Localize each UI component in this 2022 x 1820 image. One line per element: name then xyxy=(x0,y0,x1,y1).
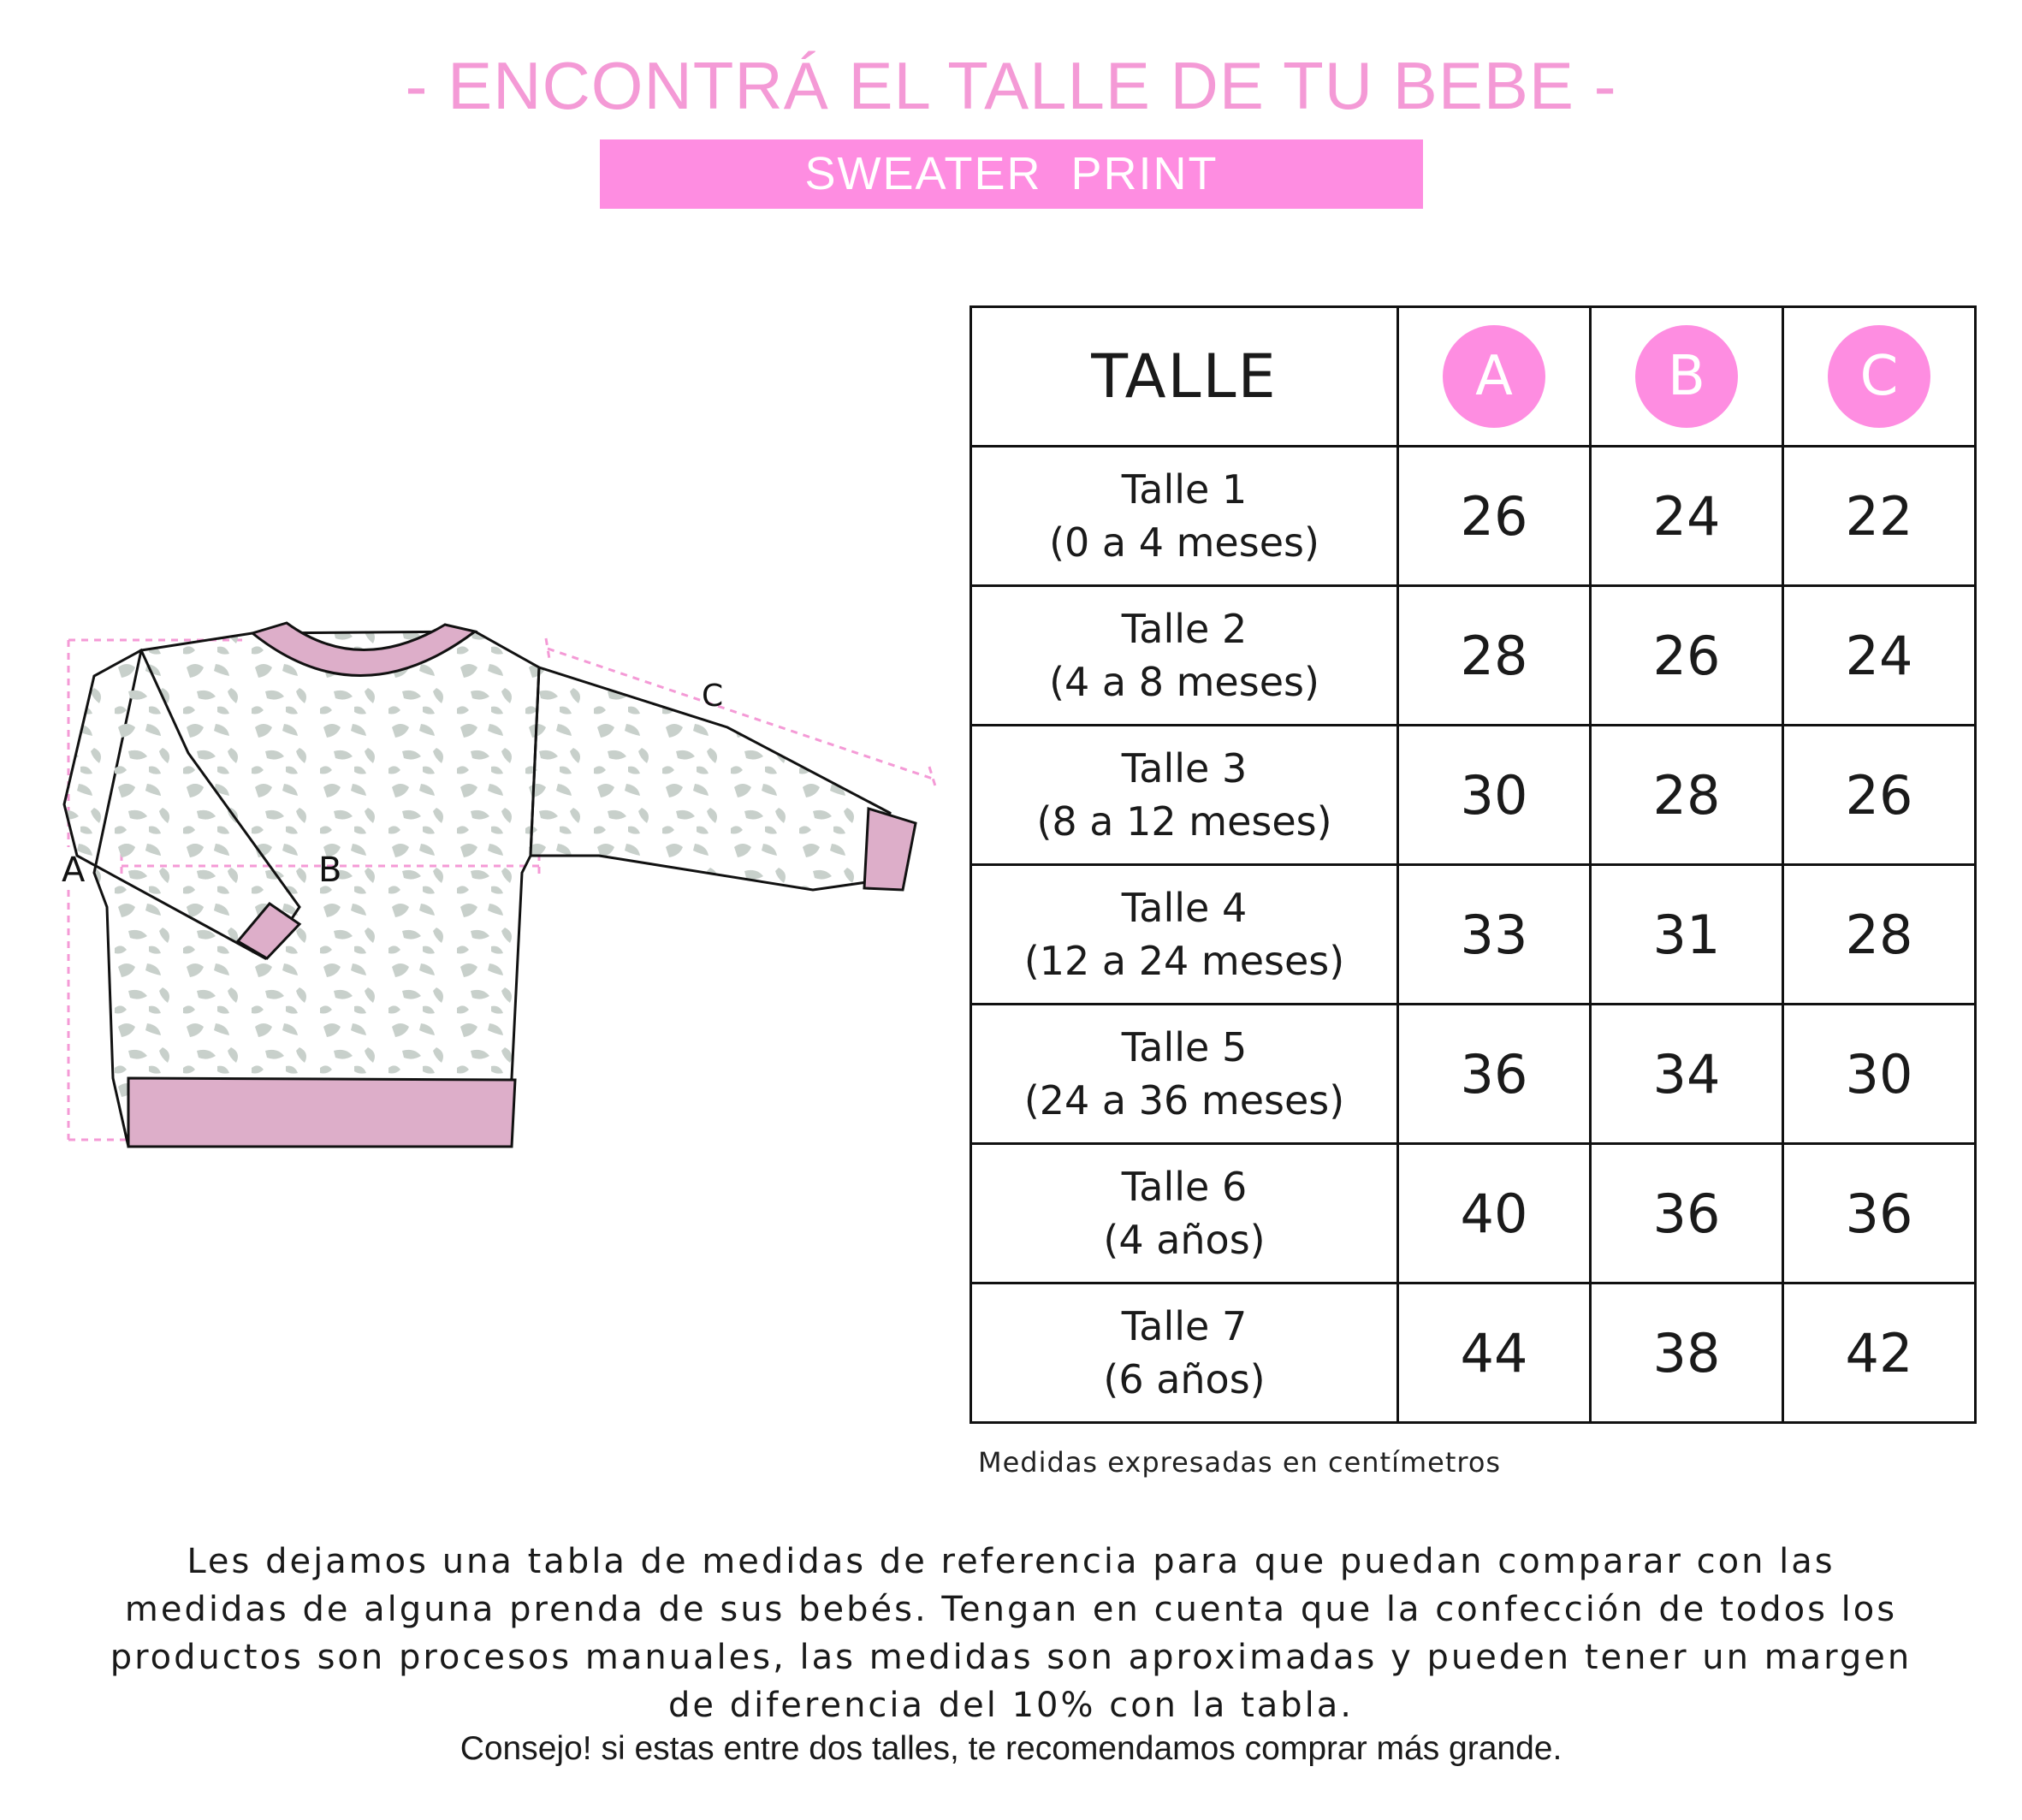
size-name: Talle 1 xyxy=(1121,466,1248,513)
measure-b: 26 xyxy=(1591,586,1783,726)
column-header-a xyxy=(1398,307,1591,447)
table-header-row xyxy=(971,307,1976,447)
table-row xyxy=(971,865,1976,1005)
measure-a: 30 xyxy=(1398,726,1591,865)
measure-c: 24 xyxy=(1783,586,1976,726)
size-cell xyxy=(971,1144,1398,1283)
measure-b: 28 xyxy=(1591,726,1783,865)
label-c: C xyxy=(702,679,724,714)
circle-badge-a: A xyxy=(1443,325,1545,428)
measure-b: 24 xyxy=(1591,447,1783,586)
table-row xyxy=(971,1005,1976,1144)
size-name: Talle 7 xyxy=(1121,1303,1248,1349)
measure-a: 28 xyxy=(1398,586,1591,726)
size-age: (24 a 36 meses) xyxy=(1023,1077,1345,1123)
size-name: Talle 6 xyxy=(1121,1164,1248,1210)
column-header-c xyxy=(1783,307,1976,447)
table-row xyxy=(971,447,1976,586)
units-note: Medidas expresadas en centímetros xyxy=(978,1446,1502,1479)
size-name: Talle 2 xyxy=(1121,606,1248,652)
size-cell xyxy=(971,865,1398,1005)
paragraph-line: de diferencia del 10% con la tabla. xyxy=(667,1686,1354,1725)
table-row xyxy=(971,726,1976,865)
measure-b: 34 xyxy=(1591,1005,1783,1144)
measure-a: 40 xyxy=(1398,1144,1591,1283)
paragraph-line: Les dejamos una tabla de medidas de referencia para que puedan comparar con las xyxy=(187,1542,1835,1581)
circle-badge-b: B xyxy=(1635,325,1738,428)
measure-c: 42 xyxy=(1783,1283,1976,1423)
description-paragraph xyxy=(34,1538,1988,1729)
size-table xyxy=(969,305,1977,1424)
size-cell xyxy=(971,726,1398,865)
size-age: (0 a 4 meses) xyxy=(1049,519,1319,566)
measure-b: 31 xyxy=(1591,865,1783,1005)
measure-b: 36 xyxy=(1591,1144,1783,1283)
measure-c: 22 xyxy=(1783,447,1976,586)
size-age: (4 años) xyxy=(1103,1217,1266,1263)
label-b: B xyxy=(318,851,342,890)
sweater-icon xyxy=(43,599,958,1164)
measure-b: 38 xyxy=(1591,1283,1783,1423)
label-a: A xyxy=(62,851,86,890)
size-name: Talle 4 xyxy=(1121,885,1248,931)
tip-text: Consejo! si estas entre dos talles, te recomendamos comprar más grande. xyxy=(460,1730,1562,1767)
size-cell xyxy=(971,1283,1398,1423)
paragraph-line: productos son procesos manuales, las medidas son aproximadas y pueden tener un margen xyxy=(110,1638,1912,1677)
measure-a: 26 xyxy=(1398,447,1591,586)
size-cell xyxy=(971,447,1398,586)
circle-badge-c: C xyxy=(1828,325,1930,428)
measure-a: 44 xyxy=(1398,1283,1591,1423)
paragraph-line: medidas de alguna prenda de sus bebés. Tengan en cuenta que la confección de todos los xyxy=(124,1590,1898,1629)
size-cell xyxy=(971,1005,1398,1144)
size-age: (4 a 8 meses) xyxy=(1049,659,1319,705)
measure-c: 26 xyxy=(1783,726,1976,865)
page-title: - ENCONTRÁ EL TALLE DE TU BEBE - xyxy=(405,48,1617,123)
subtitle-banner xyxy=(600,139,1423,209)
product-subtitle: SWEATER PRINT xyxy=(804,148,1219,199)
size-name: Talle 3 xyxy=(1121,745,1248,791)
table-row xyxy=(971,1283,1976,1423)
table-row xyxy=(971,586,1976,726)
column-header-talle: TALLE xyxy=(971,307,1398,447)
measure-a: 36 xyxy=(1398,1005,1591,1144)
size-name: Talle 5 xyxy=(1121,1024,1248,1070)
measure-c: 28 xyxy=(1783,865,1976,1005)
size-cell xyxy=(971,586,1398,726)
size-age: (12 a 24 meses) xyxy=(1023,938,1345,984)
table-row xyxy=(971,1144,1976,1283)
size-age: (6 años) xyxy=(1103,1356,1266,1402)
size-age: (8 a 12 meses) xyxy=(1036,798,1332,845)
column-header-b xyxy=(1591,307,1783,447)
measure-c: 30 xyxy=(1783,1005,1976,1144)
measure-a: 33 xyxy=(1398,865,1591,1005)
measure-c: 36 xyxy=(1783,1144,1976,1283)
